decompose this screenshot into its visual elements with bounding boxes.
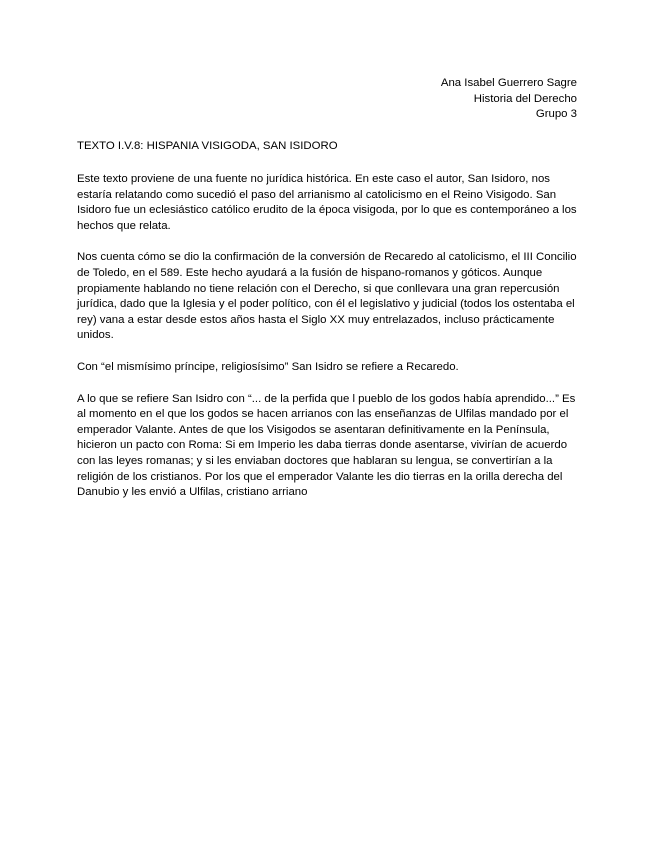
paragraph: Este texto proviene de una fuente no jurídica histórica. En este caso el autor, San Isidoro, nos estaría relatando como sucedió el paso del arrianismo al catolicismo en el Reino Visigodo. San Isidoro fue un eclesiástico católico erudito de la época visigoda, por lo que es contemporáneo a los hechos que relata. [77, 173, 577, 232]
paragraph: Con “el mismísimo príncipe, religiosísimo” San Isidro se refiere a Recaredo. [77, 360, 459, 373]
paragraph: A lo que se refiere San Isidro con “... de la perfida que l pueblo de los godos había aprendido...” Es al momento en el que los godos se hacen arrianos con las enseñanzas de Ulfilas mandado por el emperador Valante. Antes de que los Visigodos se asentaran definitivamente en la Península, hicieron un pacto con Roma: Si em Imperio les daba tierras donde asentarse, vivirían de acuerdo con las leyes romanas; y si les enviaban doctores que hablaran su lengua, se convertirían a la religión de los cristianos. Por los que el emperador Valante les dio tierras en la orilla derecha del Danubio y les envió a Ulfilas, cristiano arriano [77, 392, 576, 499]
author-name: Ana Isabel Guerrero Sagre [440, 77, 577, 89]
group-name: Grupo 3 [535, 108, 577, 121]
document-title: TEXTO I.V.8: HISPANIA VISIGODA, SAN ISIDORO [77, 140, 338, 152]
course-name: Historia del Derecho [473, 92, 577, 105]
paragraph: Nos cuenta cómo se dio la confirmación de la conversión de Recaredo al catolicismo, el III Concilio de Toledo, en el 589. Este hecho ayudará a la fusión de hispano-romanos y góticos. Aunque propiamente hablando no tiene relación con el Derecho, si que conllevara una gran repercusión jurídica, dado que la Iglesia y el poder político, con él el legislativo y judicial (todos los ostentaba el rey) vana a estar desde estos años hasta el Siglo XX muy entrelazados, incluso prácticamente unidos. [77, 251, 577, 342]
document-body [77, 172, 587, 517]
author-header [441, 76, 577, 123]
